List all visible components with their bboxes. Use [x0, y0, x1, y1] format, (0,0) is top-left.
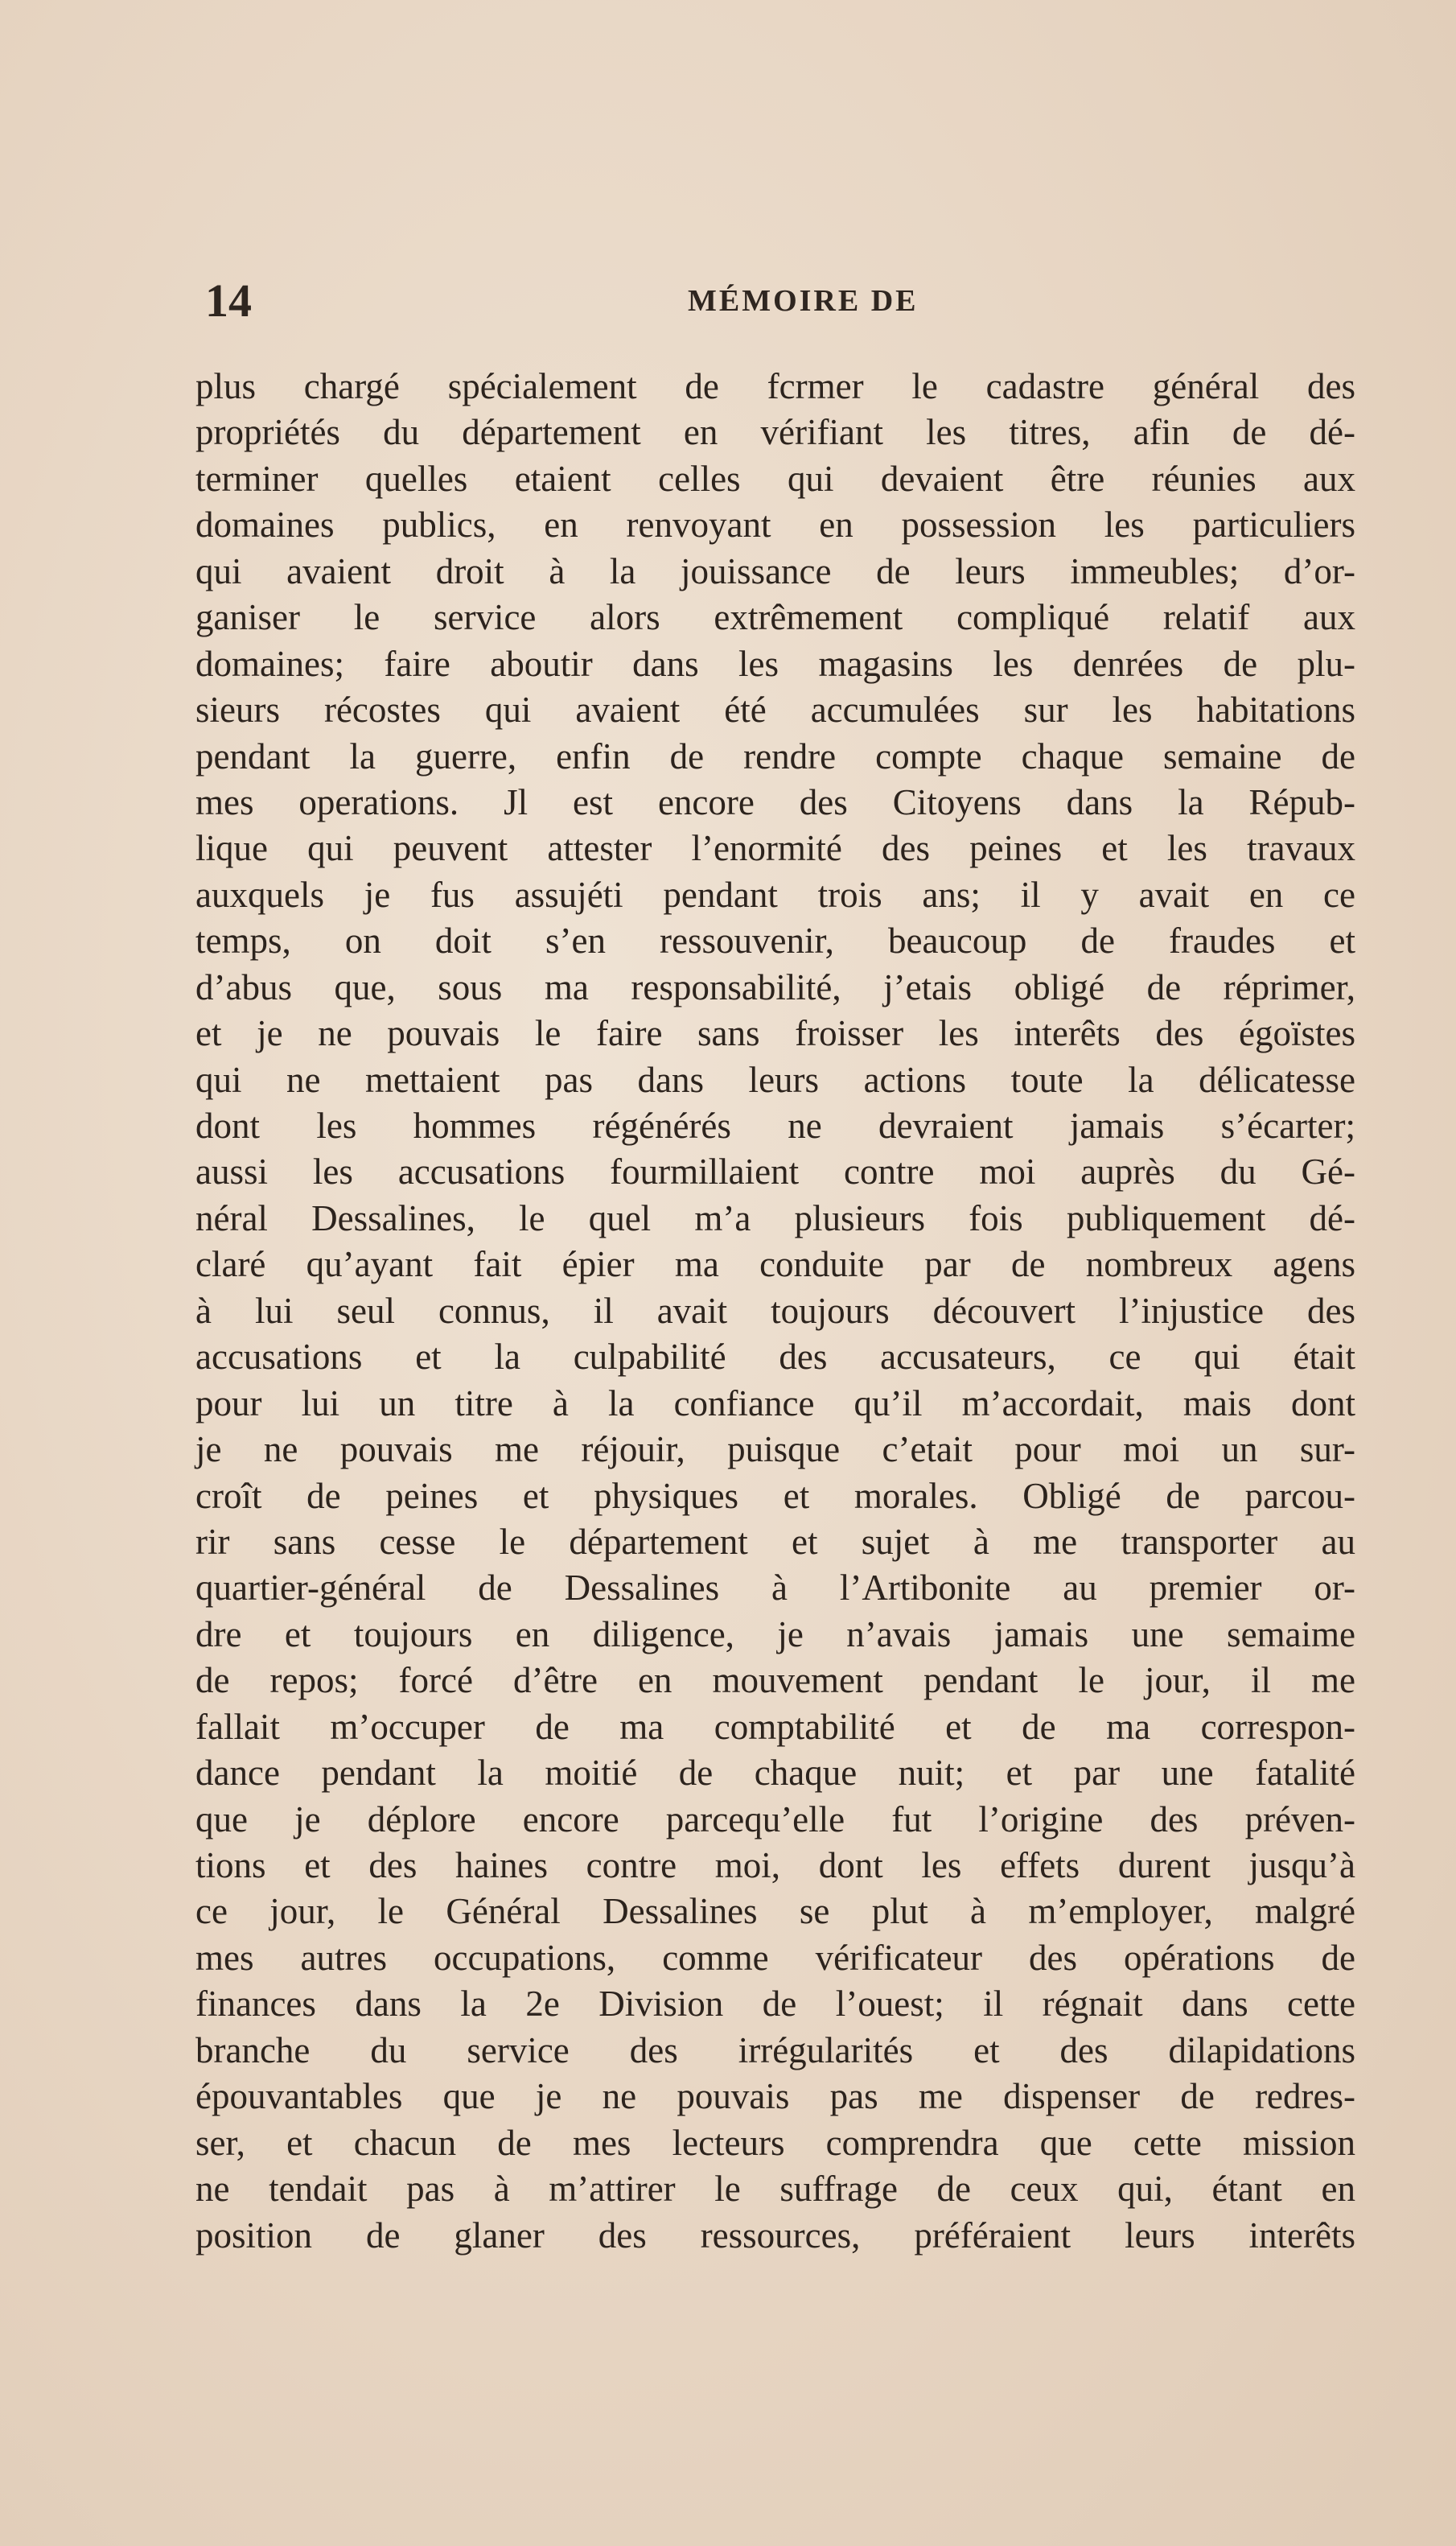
text-line: sieurs récostes qui avaient été accumulées sur les habitations — [195, 690, 1355, 731]
text-line: mes autres occupations, comme vérificateur des opérations de — [195, 1937, 1355, 1978]
text-line: dre et toujours en diligence, je n’avais jamais une semaime — [195, 1613, 1355, 1654]
text-line: tions et des haines contre moi, dont les effets durent jusqu’à — [195, 1845, 1355, 1885]
text-line: branche du service des irrégularités et des dilapidations — [195, 2029, 1355, 2070]
text-line: de repos; forcé d’être en mouvement pendant le jour, il me — [195, 1660, 1355, 1701]
running-head: MÉMOIRE DE — [688, 284, 919, 318]
text-line: claré qu’ayant fait épier ma conduite par de nombreux agens — [195, 1244, 1355, 1285]
text-line: néral Dessalines, le quel m’a plusieurs fois publiquement dé- — [195, 1197, 1355, 1238]
text-line: aussi les accusations fourmillaient contre moi auprès du Gé- — [195, 1151, 1355, 1193]
text-line: à lui seul connus, il avait toujours découvert l’injustice des — [195, 1290, 1355, 1331]
text-line: dont les hommes régénérés ne devraient jamais s’écarter; — [195, 1106, 1355, 1146]
text-line: ser, et chacun de mes lecteurs comprendra que cette mission — [195, 2122, 1355, 2163]
text-line: plus chargé spécialement de fcrmer le cadastre général des — [195, 366, 1355, 406]
text-line: fallait m’occuper de ma comptabilité et de ma correspon- — [195, 1706, 1355, 1747]
text-line: ce jour, le Général Dessalines se plut à m’employer, malgré — [195, 1891, 1355, 1932]
body-text — [195, 364, 1355, 2259]
text-line: que je déplore encore parcequ’elle fut l’origine des préven- — [195, 1798, 1355, 1839]
text-line: ganiser le service alors extrêmement compliqué relatif aux — [195, 597, 1355, 638]
text-line: domaines publics, en renvoyant en possession les particuliers — [195, 505, 1355, 546]
text-line: pour lui un titre à la confiance qu’il m’accordait, mais dont — [195, 1382, 1355, 1423]
text-line: ne tendait pas à m’attirer le suffrage de ceux qui, étant en — [195, 2169, 1355, 2210]
text-line: propriétés du département en vérifiant les titres, afin de dé- — [195, 412, 1355, 453]
text-line: qui avaient droit à la jouissance de leurs immeubles; d’or- — [195, 550, 1355, 591]
text-line: pendant la guerre, enfin de rendre compte chaque semaine de — [195, 735, 1355, 777]
text-line: dance pendant la moitié de chaque nuit; et par une fatalité — [195, 1753, 1355, 1794]
text-line: lique qui peuvent attester l’enormité des peines et les travaux — [195, 828, 1355, 869]
text-line: auxquels je fus assujéti pendant trois ans; il y avait en ce — [195, 874, 1355, 915]
text-line: quartier-général de Dessalines à l’Artibonite au premier or- — [195, 1568, 1355, 1609]
text-line: finances dans la 2e Division de l’ouest; il régnait dans cette — [195, 1984, 1355, 2025]
text-line: croît de peines et physiques et morales. Obligé de parcou- — [195, 1475, 1355, 1516]
text-line: position de glaner des ressources, préféraient leurs interêts — [195, 2214, 1355, 2256]
page-header — [205, 274, 1347, 330]
text-line: rir sans cesse le département et sujet à me transporter au — [195, 1521, 1355, 1562]
text-line: terminer quelles etaient celles qui devaient être réunies aux — [195, 458, 1355, 499]
text-line: mes operations. Jl est encore des Citoyens dans la Répub- — [195, 781, 1355, 822]
text-line: accusations et la culpabilité des accusateurs, ce qui était — [195, 1337, 1355, 1378]
text-line: temps, on doit s’en ressouvenir, beaucoup de fraudes et — [195, 921, 1355, 962]
text-line: et je ne pouvais le faire sans froisser les interêts des égoïstes — [195, 1013, 1355, 1054]
text-line: d’abus que, sous ma responsabilité, j’etais obligé de réprimer, — [195, 966, 1355, 1007]
text-line: épouvantables que je ne pouvais pas me dispenser de redres- — [195, 2076, 1355, 2117]
page-number: 14 — [205, 274, 252, 327]
text-line: domaines; faire aboutir dans les magasins les denrées de plu- — [195, 643, 1355, 684]
text-line: je ne pouvais me réjouir, puisque c’etait pour moi un sur- — [195, 1429, 1355, 1470]
text-line: qui ne mettaient pas dans leurs actions toute la délicatesse — [195, 1059, 1355, 1100]
